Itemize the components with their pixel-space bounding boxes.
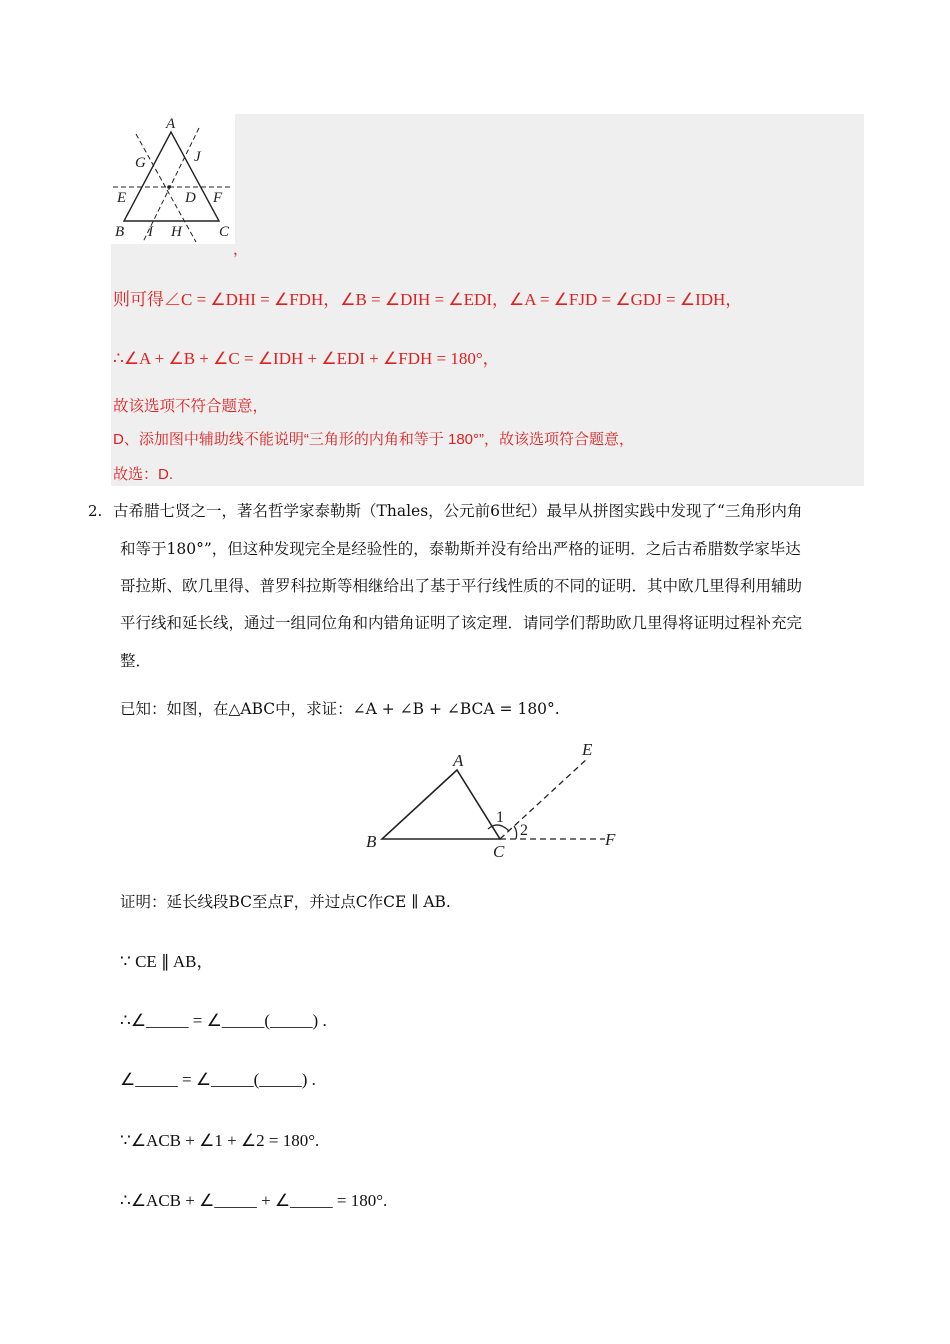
label-d: D — [185, 190, 196, 206]
label-j: J — [194, 149, 201, 165]
label-c2: C — [493, 842, 505, 861]
question-text-line-4: 平行线和延长线，通过一组同位角和内错角证明了该定理．请同学们帮助欧几里得将证明过程补充完 — [120, 614, 803, 632]
dashed-line-ce — [500, 758, 588, 839]
given-statement: 已知：如图，在△ABC中，求证：∠A + ∠B + ∠BCA = 180°. — [120, 700, 560, 718]
question-text-line-3: 哥拉斯、欧几里得、普罗科拉斯等相继给出了基于平行线性质的不同的证明．其中欧几里得利用辅助 — [120, 577, 803, 595]
label-a2: A — [453, 751, 464, 770]
question-number: 2. — [88, 502, 103, 520]
label-g: G — [135, 155, 146, 171]
solution-line-4: D、添加图中辅助线不能说明“三角形的内角和等于 180°”，故该选项符合题意， — [113, 431, 635, 448]
main-triangle — [124, 132, 219, 221]
label-i: I — [148, 224, 153, 240]
proof-line-1: 证明：延长线段BC至点F，并过点C作CE ∥ AB. — [120, 893, 451, 911]
proof-line-3[interactable]: ∴∠_____ = ∠_____(_____) . — [120, 1011, 327, 1030]
label-b2: B — [366, 832, 377, 851]
proof-line-4[interactable]: ∠_____ = ∠_____(_____) . — [120, 1070, 316, 1089]
label-b: B — [115, 224, 125, 240]
proof-line-6[interactable]: ∴∠ACB + ∠_____ + ∠_____ = 180°. — [120, 1191, 388, 1210]
triangle-abc — [382, 770, 500, 839]
proof-line-2: ∵ CE ∥ AB， — [120, 952, 214, 971]
label-e: E — [117, 190, 127, 206]
question-text-line-5: 整． — [120, 652, 152, 670]
solution-line-5: 故选：D. — [113, 466, 174, 483]
triangle-figure-2-svg — [360, 738, 630, 863]
solution-line-2: ∴∠A + ∠B + ∠C = ∠IDH + ∠EDI + ∠FDH = 180°， — [113, 349, 500, 368]
solution-line-1: 则可得∠C = ∠DHI = ∠FDH，∠B = ∠DIH = ∠EDI，∠A = ∠FJD = ∠GDJ = ∠IDH， — [113, 290, 743, 309]
label-h: H — [171, 224, 182, 240]
question-text-line-2: 和等于180°”，但这种发现完全是经验性的，泰勒斯并没有给出严格的证明．之后古希腊数学家毕达 — [120, 540, 801, 558]
label-e2: E — [582, 740, 593, 759]
label-f2: F — [605, 830, 616, 849]
label-f: F — [213, 190, 223, 206]
triangle-figure-2 — [360, 738, 630, 863]
triangle-figure-1 — [111, 114, 235, 244]
question-text-line-1: 古希腊七贤之一，著名哲学家泰勒斯（Thales，公元前6世纪）最早从拼图实践中发现了“三角形内角 — [113, 502, 803, 520]
point-d — [167, 185, 171, 189]
label-angle-2: 2 — [520, 822, 528, 839]
dashed-line-gh — [136, 134, 196, 242]
label-c: C — [219, 224, 230, 240]
angle-2-arc — [514, 826, 517, 839]
label-a: A — [166, 116, 176, 132]
triangle-figure-1-svg — [111, 114, 235, 244]
solution-line-3: 故该选项不符合题意， — [113, 397, 269, 415]
proof-line-5: ∵∠ACB + ∠1 + ∠2 = 180°. — [120, 1131, 320, 1150]
figure-trailing-comma: ， — [233, 240, 249, 258]
label-angle-1: 1 — [496, 809, 504, 826]
